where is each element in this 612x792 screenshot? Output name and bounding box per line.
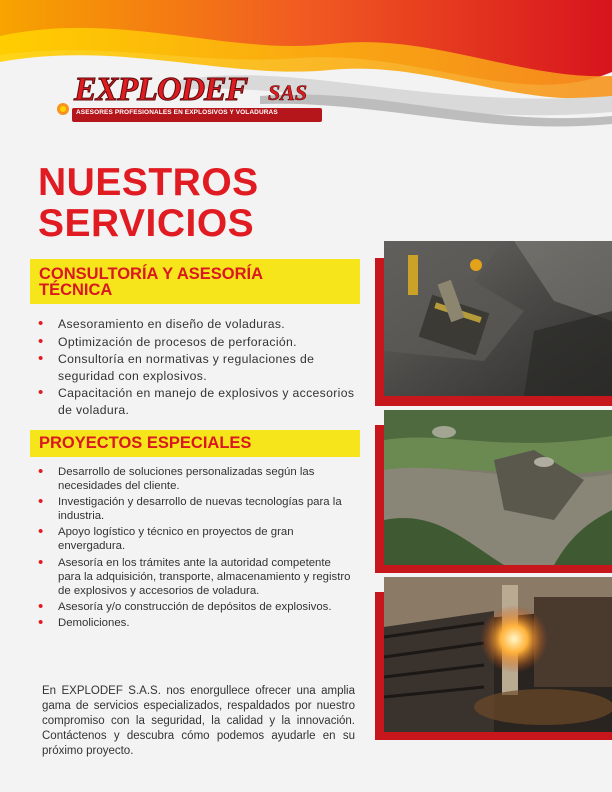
list-item: • Demoliciones. — [38, 616, 356, 630]
list-item: • Apoyo logístico y técnico en proyectos de gran envergadura. — [38, 525, 356, 553]
closing-paragraph: En EXPLODEF S.A.S. nos enorgullece ofrecer una amplia gama de servicios especializados, respaldados por nuestro compromiso con la seguridad, la calidad y la innovación. Contáctenos y descubra cómo podemos ayudarle en su próximo proyecto. — [42, 685, 355, 757]
consultoria-heading-band — [30, 259, 360, 304]
logo-tagline: ASESORES PROFESIONALES EN EXPLOSIVOS Y VOLADURAS — [76, 109, 278, 116]
logo-suffix: SAS — [268, 80, 308, 105]
consultoria-heading-line-1: CONSULTORÍA Y ASESORÍA — [39, 265, 264, 283]
list-item: • Capacitación en manejo de explosivos y accesorios de voladura. — [38, 385, 356, 418]
list-item: • Optimización de procesos de perforación. — [38, 334, 356, 351]
consultoria-heading — [30, 259, 360, 298]
list-item: • Asesoramiento en diseño de voladuras. — [38, 316, 356, 333]
list-item: • Asesoría y/o construcción de depósitos de explosivos. — [38, 600, 356, 614]
drilling-rig-photo — [384, 241, 612, 396]
demolition-blast-photo — [384, 577, 612, 732]
flame-icon — [56, 102, 70, 116]
logo-name: EXPLODEF — [74, 71, 248, 108]
company-logo — [56, 72, 336, 132]
hillside-blast-photo — [384, 410, 612, 565]
page-title-line-2: SERVICIOS — [38, 202, 255, 245]
proyectos-heading: PROYECTOS ESPECIALES — [39, 434, 252, 452]
page-title — [38, 162, 259, 244]
list-item: • Asesoría en los trámites ante la autoridad competente para la adquisición, transporte, almacenamiento y registro de explosivos y accesorios de voladura. — [38, 556, 356, 598]
list-item: • Investigación y desarrollo de nuevas tecnologías para la industria. — [38, 495, 356, 523]
list-item: • Desarrollo de soluciones personalizadas según las necesidades del cliente. — [38, 465, 356, 493]
proyectos-list — [38, 465, 356, 632]
consultoria-heading-line-2: TÉCNICA — [39, 281, 113, 299]
proyectos-heading-band — [30, 430, 360, 457]
list-item: • Consultoría en normativas y regulaciones de seguridad con explosivos. — [38, 351, 356, 384]
consultoria-list — [38, 316, 356, 419]
page-title-line-1: NUESTROS — [38, 161, 259, 204]
